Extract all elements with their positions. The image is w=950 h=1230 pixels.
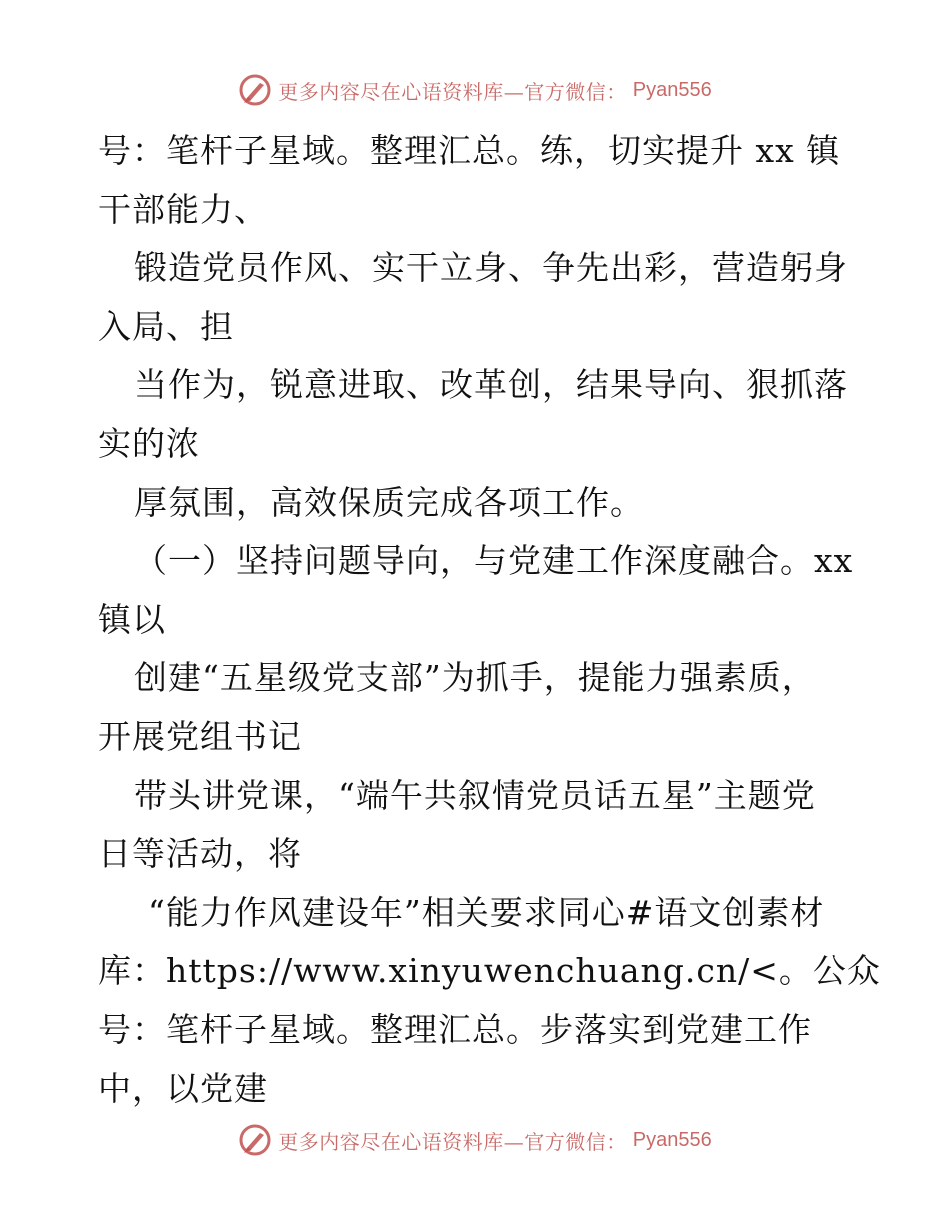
pen-logo-icon	[238, 73, 272, 107]
text-line: “能力作风建设年”相关要求同心#语文创素材	[148, 892, 825, 932]
text-line: 锻造党员作风、实干立身、争先出彩，营造躬身	[134, 248, 848, 288]
watermark-text: 更多内容尽在心语资料库—官方微信：	[278, 1129, 627, 1154]
watermark-wechat-id: Pyan556	[632, 78, 712, 101]
text-line: 入局、担	[98, 306, 234, 346]
footer-watermark	[0, 1120, 950, 1160]
text-line: 号：笔杆子星域。整理汇总。步落实到党建工作	[98, 1009, 812, 1049]
text-line: （一）坚持问题导向，与党建工作深度融合。xx	[134, 541, 854, 581]
watermark-wechat-id: Pyan556	[632, 1128, 712, 1151]
pen-logo-icon	[238, 1123, 272, 1157]
text-line: 日等活动，将	[98, 834, 302, 874]
text-line: 创建“五星级党支部”为抓手，提能力强素质，	[134, 658, 816, 698]
header-watermark	[0, 70, 950, 110]
text-line: 干部能力、	[98, 189, 268, 229]
text-line: 当作为，锐意进取、改革创，结果导向、狠抓落	[134, 365, 848, 405]
text-line: 实的浓	[98, 423, 200, 463]
document-body	[98, 122, 881, 1118]
watermark-text: 更多内容尽在心语资料库—官方微信：	[278, 79, 627, 104]
text-line: 开展党组书记	[98, 716, 302, 756]
text-line: 带头讲党课，“端午共叙情党员话五星”主题党	[134, 775, 816, 815]
text-line: 镇以	[98, 599, 166, 639]
text-line: 中，以党建	[98, 1068, 268, 1108]
text-line: 库：https://www.xinyuwenchuang.cn/<。公众	[98, 951, 881, 991]
text-line: 号：笔杆子星域。整理汇总。练，切实提升 xx 镇	[98, 131, 841, 170]
text-line: 厚氛围，高效保质完成各项工作。	[134, 482, 644, 522]
